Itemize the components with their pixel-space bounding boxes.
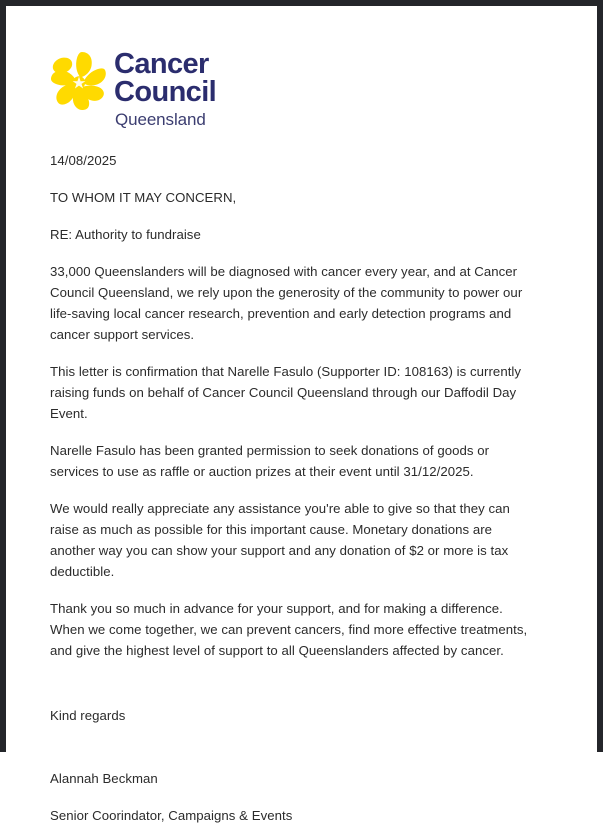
signature-title: Senior Coorindator, Campaigns & Events	[50, 808, 293, 823]
letter-body	[44, 102, 559, 826]
signature-name: Alannah Beckman	[50, 771, 158, 786]
logo-line-council: Council	[114, 76, 217, 108]
letter-paragraph-2: This letter is confirmation that Narelle Fasulo (Supporter ID: 108163) is currently raising funds on behalf of Cancer Council Queensland through our Daffodil Day Event.	[50, 364, 522, 421]
letterhead	[44, 6, 559, 129]
letter-date: 14/08/2025	[50, 153, 117, 168]
letter-paragraph-3: Narelle Fasulo has been granted permission to seek donations of goods or services to use as raffle or auction prizes at their event until 31/12/2025.	[50, 443, 490, 479]
document-page	[6, 6, 597, 823]
letter-subject: RE: Authority to fundraise	[50, 227, 201, 242]
daffodil-icon	[48, 50, 108, 112]
letter-salutation: TO WHOM IT MAY CONCERN,	[50, 190, 237, 205]
letter-paragraph-1: 33,000 Queenslanders will be diagnosed with cancer every year, and at Cancer Council Queensland, we rely upon the generosity of the community to power our life-saving local cancer research, prevention and early detection programs and cancer support services.	[50, 264, 523, 342]
letter-signoff: Kind regards	[50, 708, 126, 723]
letter-paragraph-4: We would really appreciate any assistance you're able to give so that they can raise as much as possible for this important cause. Monetary donations are another way you can show your support and any donation of $2 or more is tax deductible.	[50, 501, 510, 579]
signature-block	[50, 677, 539, 826]
signature-space	[50, 726, 539, 768]
logo-state-queensland: Queensland	[115, 110, 206, 129]
letter-paragraph-5: Thank you so much in advance for your support, and for making a difference. When we come together, we can prevent cancers, find more effective treatments, and give the highest level of support to all Queenslanders affected by cancer.	[50, 601, 528, 658]
logo-wordmark	[114, 48, 216, 131]
logo-line-cancer: Cancer	[114, 48, 209, 80]
